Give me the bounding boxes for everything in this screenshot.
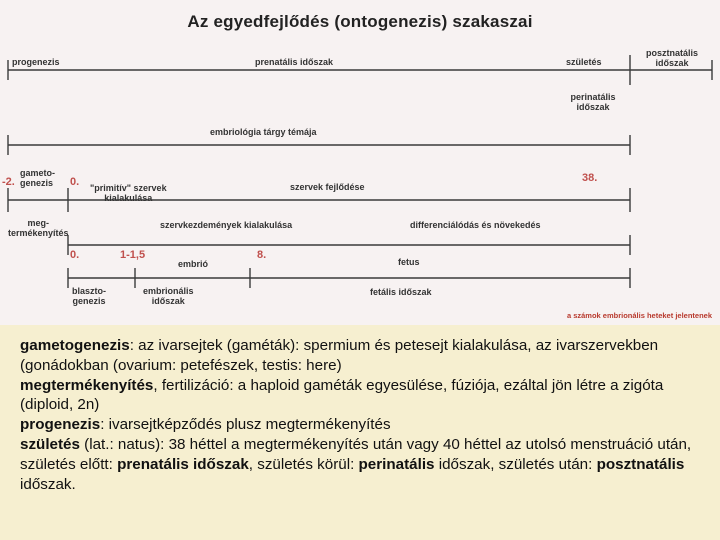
definition-szuletes xyxy=(20,435,710,455)
term: gametogenezis xyxy=(20,337,130,354)
label-primitiv-line2: kialakulása xyxy=(104,193,153,203)
definition-gametogenezis xyxy=(20,336,710,376)
note-weeks: a számok embrionális heteket jelentenek xyxy=(566,311,712,320)
label-primitiv-line1: "primitív" szervek xyxy=(90,183,167,193)
definition-body: , fertilizáció: a haploid gaméták egyesülése, fúziója, ezáltal jön létre a zigóta (diploid, 2n) xyxy=(20,376,664,414)
label-szervek-fejlodese: szervek fejlődése xyxy=(290,182,365,192)
label-embrio: embrió xyxy=(178,259,209,269)
label-megtermekenyites xyxy=(8,218,69,238)
text-part: születés előtt: xyxy=(20,455,118,473)
term: progenezis xyxy=(20,416,101,434)
label-szervkezdemenyek: szervkezdemények kialakulása xyxy=(160,220,293,230)
label-perinatalis-line1: perinatális xyxy=(570,92,616,102)
text-part: időszak, születés után: xyxy=(434,455,597,473)
label-differencialodas: differenciálódás és növekedés xyxy=(410,220,541,230)
label-blaszto-line1: blaszto- xyxy=(72,286,107,296)
term: posztnatális xyxy=(596,455,685,473)
label-progenezis: progenezis xyxy=(12,57,60,67)
definition-megtermekenyites xyxy=(20,376,710,416)
term: születés xyxy=(20,435,80,453)
number-minus2: -2. xyxy=(2,176,15,188)
number-zero-b: 0. xyxy=(70,249,80,261)
label-perinatalis xyxy=(560,92,626,112)
label-szuletes: születés xyxy=(566,57,602,67)
definition-progenezis xyxy=(20,415,710,435)
label-fetalis-idoszak: fetális időszak xyxy=(370,287,432,297)
number-zero-a: 0. xyxy=(70,176,80,188)
number-8: 8. xyxy=(257,249,267,261)
label-perinatalis-line2: időszak xyxy=(576,102,610,112)
label-posztnatalis-line2: időszak xyxy=(655,58,689,68)
term: perinatális xyxy=(358,455,435,473)
label-blasztogenezis xyxy=(72,286,106,306)
label-fetus: fetus xyxy=(398,257,420,267)
number-38: 38. xyxy=(582,172,598,184)
definition-body: : ivarsejtképződés plusz megtermékenyítés xyxy=(100,416,391,434)
term: prenatális időszak xyxy=(117,455,249,473)
label-embrionalis-line1: embrionális xyxy=(143,286,194,296)
text-part: időszak. xyxy=(20,475,76,493)
label-primitiv-szervek xyxy=(90,183,167,203)
label-megter-line2: termékenyítés xyxy=(8,228,69,238)
label-posztnatalis-line1: posztnatális xyxy=(645,48,698,58)
term: megtermékenyítés xyxy=(20,376,154,394)
label-gameto-line2: genezis xyxy=(20,178,54,188)
definition-body: (lat.: natus): 38 héttel a megtermékenyítés után vagy 40 héttel az utolsó menstruáció után, xyxy=(79,435,692,453)
text-part: , születés körül: xyxy=(248,455,359,473)
label-posztnatalis xyxy=(632,48,712,68)
number-1-15: 1-1,5 xyxy=(120,249,146,261)
label-megter-line1: meg- xyxy=(27,218,50,228)
label-embrionalis-line2: időszak xyxy=(151,296,185,306)
label-embrionalis-idoszak xyxy=(143,286,194,306)
definition-periods xyxy=(20,455,710,495)
label-prenatalis: prenatális időszak xyxy=(255,57,334,67)
label-embriologia: embriológia tárgy témája xyxy=(210,127,317,137)
label-gametogenezis xyxy=(20,168,55,188)
label-blaszto-line2: genezis xyxy=(72,296,106,306)
definitions-text xyxy=(20,336,710,494)
definition-body: : az ivarsejtek (gaméták): spermium és petesejt kialakulása, az ivarszervekben (gonádokban (ovarium: petefészek, testis: here) xyxy=(20,337,659,374)
label-gameto-line1: gameto- xyxy=(20,168,56,178)
slide-title: Az egyedfejlődés (ontogenezis) szakaszai xyxy=(187,12,533,31)
